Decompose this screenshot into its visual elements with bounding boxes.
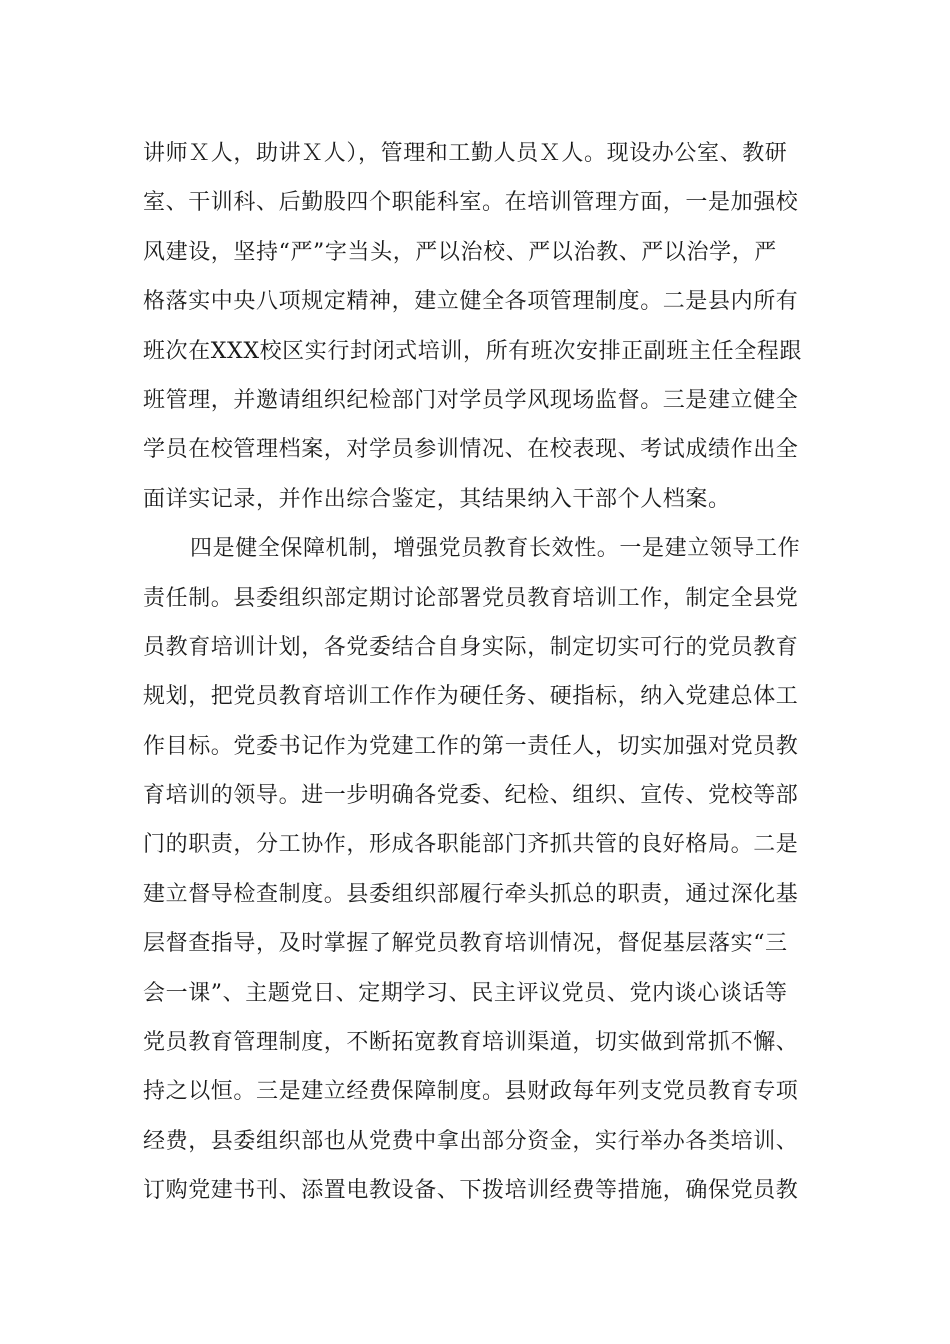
text-line: 层督查指导，及时掌握了解党员教育培训情况，督促基层落实“三 [143, 931, 788, 957]
text-line: 学员在校管理档案，对学员参训情况、在校表现、考试成绩作出全 [143, 437, 799, 463]
text-line: 育培训的领导。进一步明确各党委、纪检、组织、宣传、党校等部 [143, 783, 799, 809]
text-line: 订购党建书刊、添置电教设备、下拨培训经费等措施，确保党员教 [143, 1178, 799, 1204]
body-text [143, 129, 808, 1216]
text-line: 班管理，并邀请组织纪检部门对学员学风现场监督。三是建立健全 [143, 387, 799, 413]
text-line: 责任制。县委组织部定期讨论部署党员教育培训工作，制定全县党 [143, 585, 799, 611]
text-line: 讲师Ｘ人，助讲Ｘ人），管理和工勤人员Ｘ人。现设办公室、教研 [143, 141, 788, 166]
text-line: 持之以恒。三是建立经费保障制度。县财政每年列支党员教育专项 [143, 1079, 799, 1105]
text-line: 门的职责，分工协作，形成各职能部门齐抓共管的良好格局。二是 [143, 832, 799, 858]
paragraph-start-line: 四是健全保障机制，增强党员教育长效性。一是建立领导工作 [190, 536, 801, 562]
text-line: 班次在XXX校区实行封闭式培训，所有班次安排正副班主任全程跟 [143, 338, 802, 364]
text-line: 经费，县委组织部也从党费中拿出部分资金，实行举办各类培训、 [143, 1128, 799, 1154]
text-line: 规划，把党员教育培训工作作为硬任务、硬指标，纳入党建总体工 [143, 684, 799, 710]
text-line: 格落实中央八项规定精神，建立健全各项管理制度。二是县内所有 [143, 289, 799, 315]
text-line: 风建设，坚持“严”字当头，严以治校、严以治教、严以治学，严 [143, 239, 777, 265]
text-line: 员教育培训计划，各党委结合自身实际，制定切实可行的党员教育 [143, 634, 799, 660]
text-line: 建立督导检查制度。县委组织部履行牵头抓总的职责，通过深化基 [143, 881, 799, 907]
text-line: 会一课”、主题党日、定期学习、民主评议党员、党内谈心谈话等 [143, 980, 788, 1006]
text-line: 党员教育管理制度，不断拓宽教育培训渠道，切实做到常抓不懈、 [143, 1030, 799, 1056]
text-line: 面详实记录，并作出综合鉴定，其结果纳入干部个人档案。 [143, 486, 731, 512]
text-line: 作目标。党委书记作为党建工作的第一责任人，切实加强对党员教 [143, 733, 799, 759]
text-line: 室、干训科、后勤股四个职能科室。在培训管理方面，一是加强校 [143, 190, 799, 216]
